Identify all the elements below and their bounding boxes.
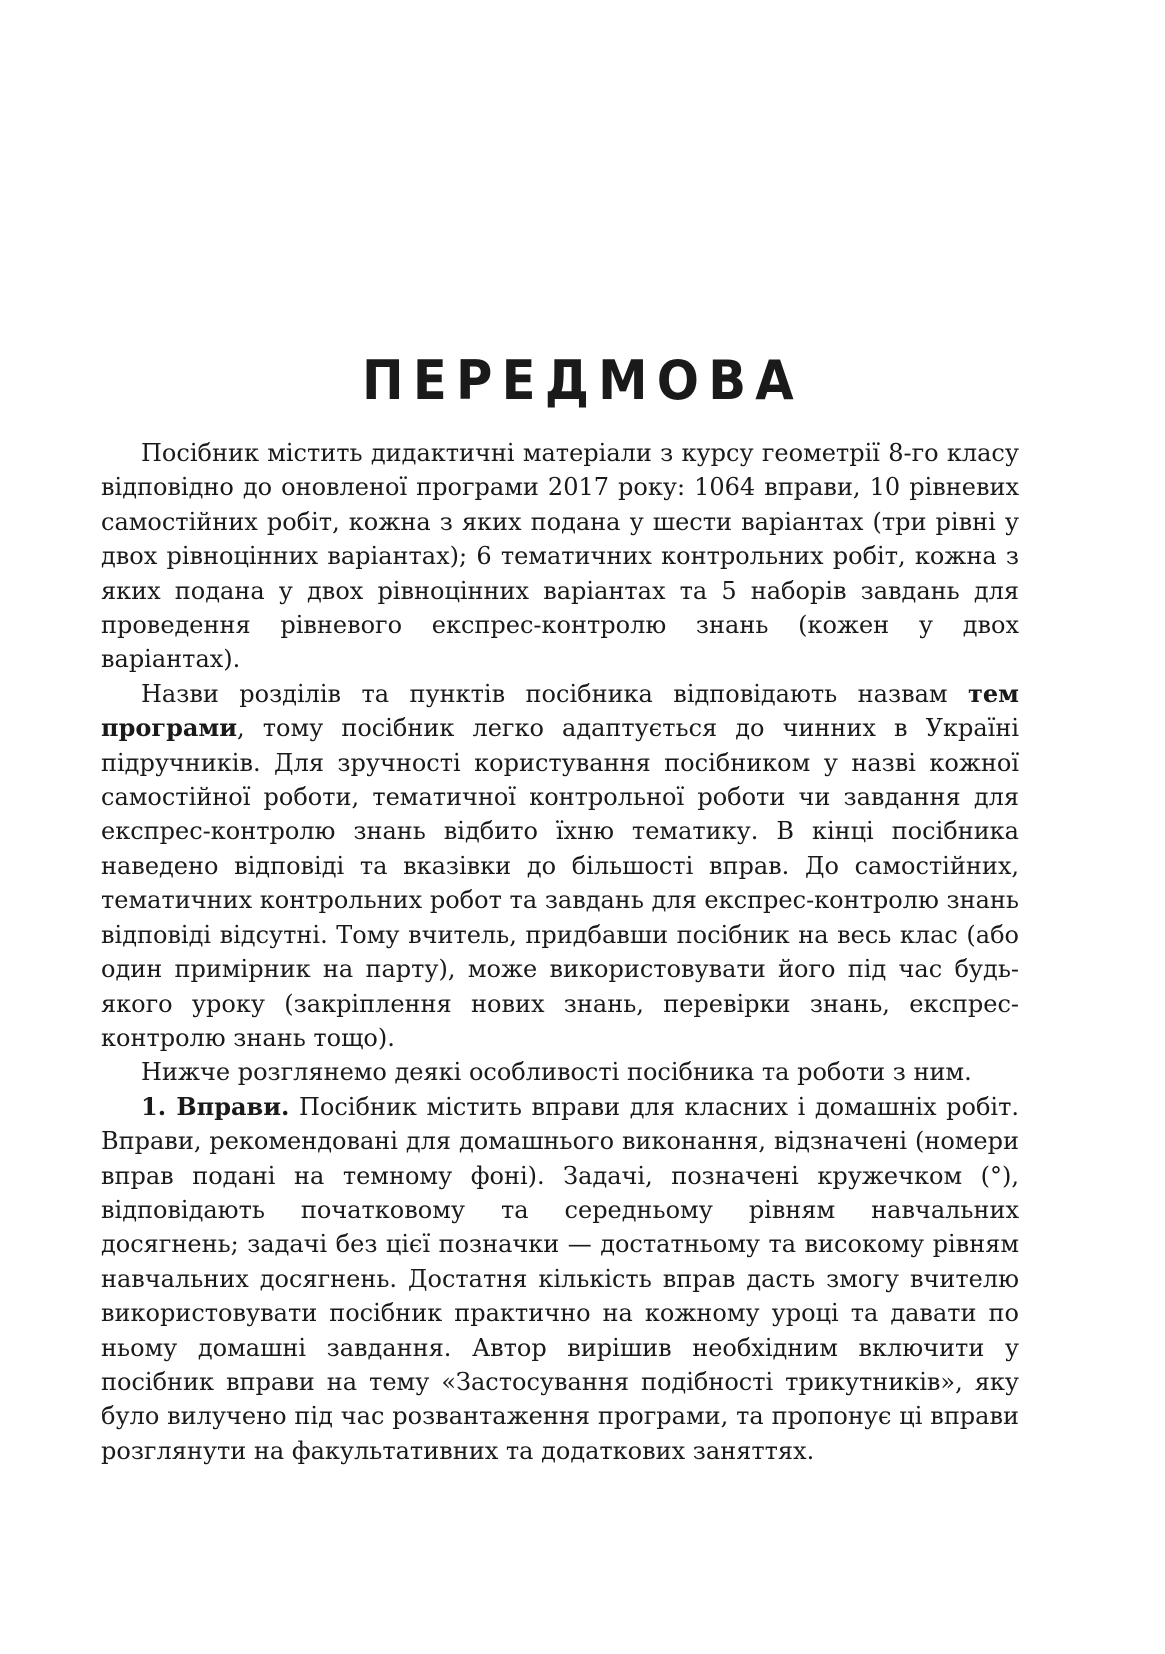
body-text [101, 436, 1019, 1468]
paragraph-2-bold: тем програми [101, 678, 1019, 743]
paragraph-3: Нижче розглянемо деякі особливості посібника та роботи з ним. [141, 1058, 972, 1087]
paragraph-2 [101, 677, 1019, 1055]
paragraph-2-start: Назви розділів та пунктів посібника відповідають назвам [141, 679, 968, 708]
paragraph-4-heading: 1. Вправи. [141, 1091, 290, 1121]
paragraph-4-text: Посібник містить вправи для класних і домашніх робіт. Вправи, рекомендовані для домашнього виконання, відзначені (номери вправ подані на темному фоні). Задачі, позначені кружечком (°), відповідають початковому та середньому рівням навчальних досягнень; задачі без цієї позначки — достатньому та високому рівням навчальних досягнень. Достатня кількість вправ дасть змогу вчителю використовувати посібник практично на кожному уроці та давати по ньому домашні завдання. Автор вирішив необхідним включити у посібник вправи на тему «Застосування подібності трикутників», яку було вилучено під час розвантаження програми, та пропонує ці вправи розглянути на факультативних та додаткових заняттях. [101, 1092, 1019, 1465]
paragraph-1: Посібник містить дидактичні матеріали з курсу геометрії 8-го класу відповідно до оновленої програми 2017 року: 1064 вправи, 10 рівневих самостійних робіт, кожна з яких подана у шести варіантах (три рівні у двох рівноцінних варіантах); 6 тематичних контрольних робіт, кожна з яких подана у двох рівноцінних варіантах та 5 наборів завдань для проведення рівневого експрес-контролю знань (кожен у двох варіантах). [101, 439, 1019, 674]
paragraph-4 [101, 1090, 1019, 1468]
paragraph-2-rest: , тому посібник легко адаптується до чинних в Україні підручників. Для зручності користування посібником у назві кожної самостійної роботи, тематичної контрольної роботи чи завдання для експрес-контролю знань відбито їхню тематику. В кінці посібника наведено відповіді та вказівки до більшості вправ. До самостійних, тематичних контрольних робот та завдань для експрес-контролю знань відповіді відсутні. Тому вчитель, придбавши посібник на весь клас (або один примірник на парту), може використовувати його під час будь-якого уроку (закріплення нових знань, перевірки знань, експрес-контролю знань тощо). [101, 714, 1019, 1052]
page-title: ПЕРЕДМОВА [362, 349, 803, 412]
